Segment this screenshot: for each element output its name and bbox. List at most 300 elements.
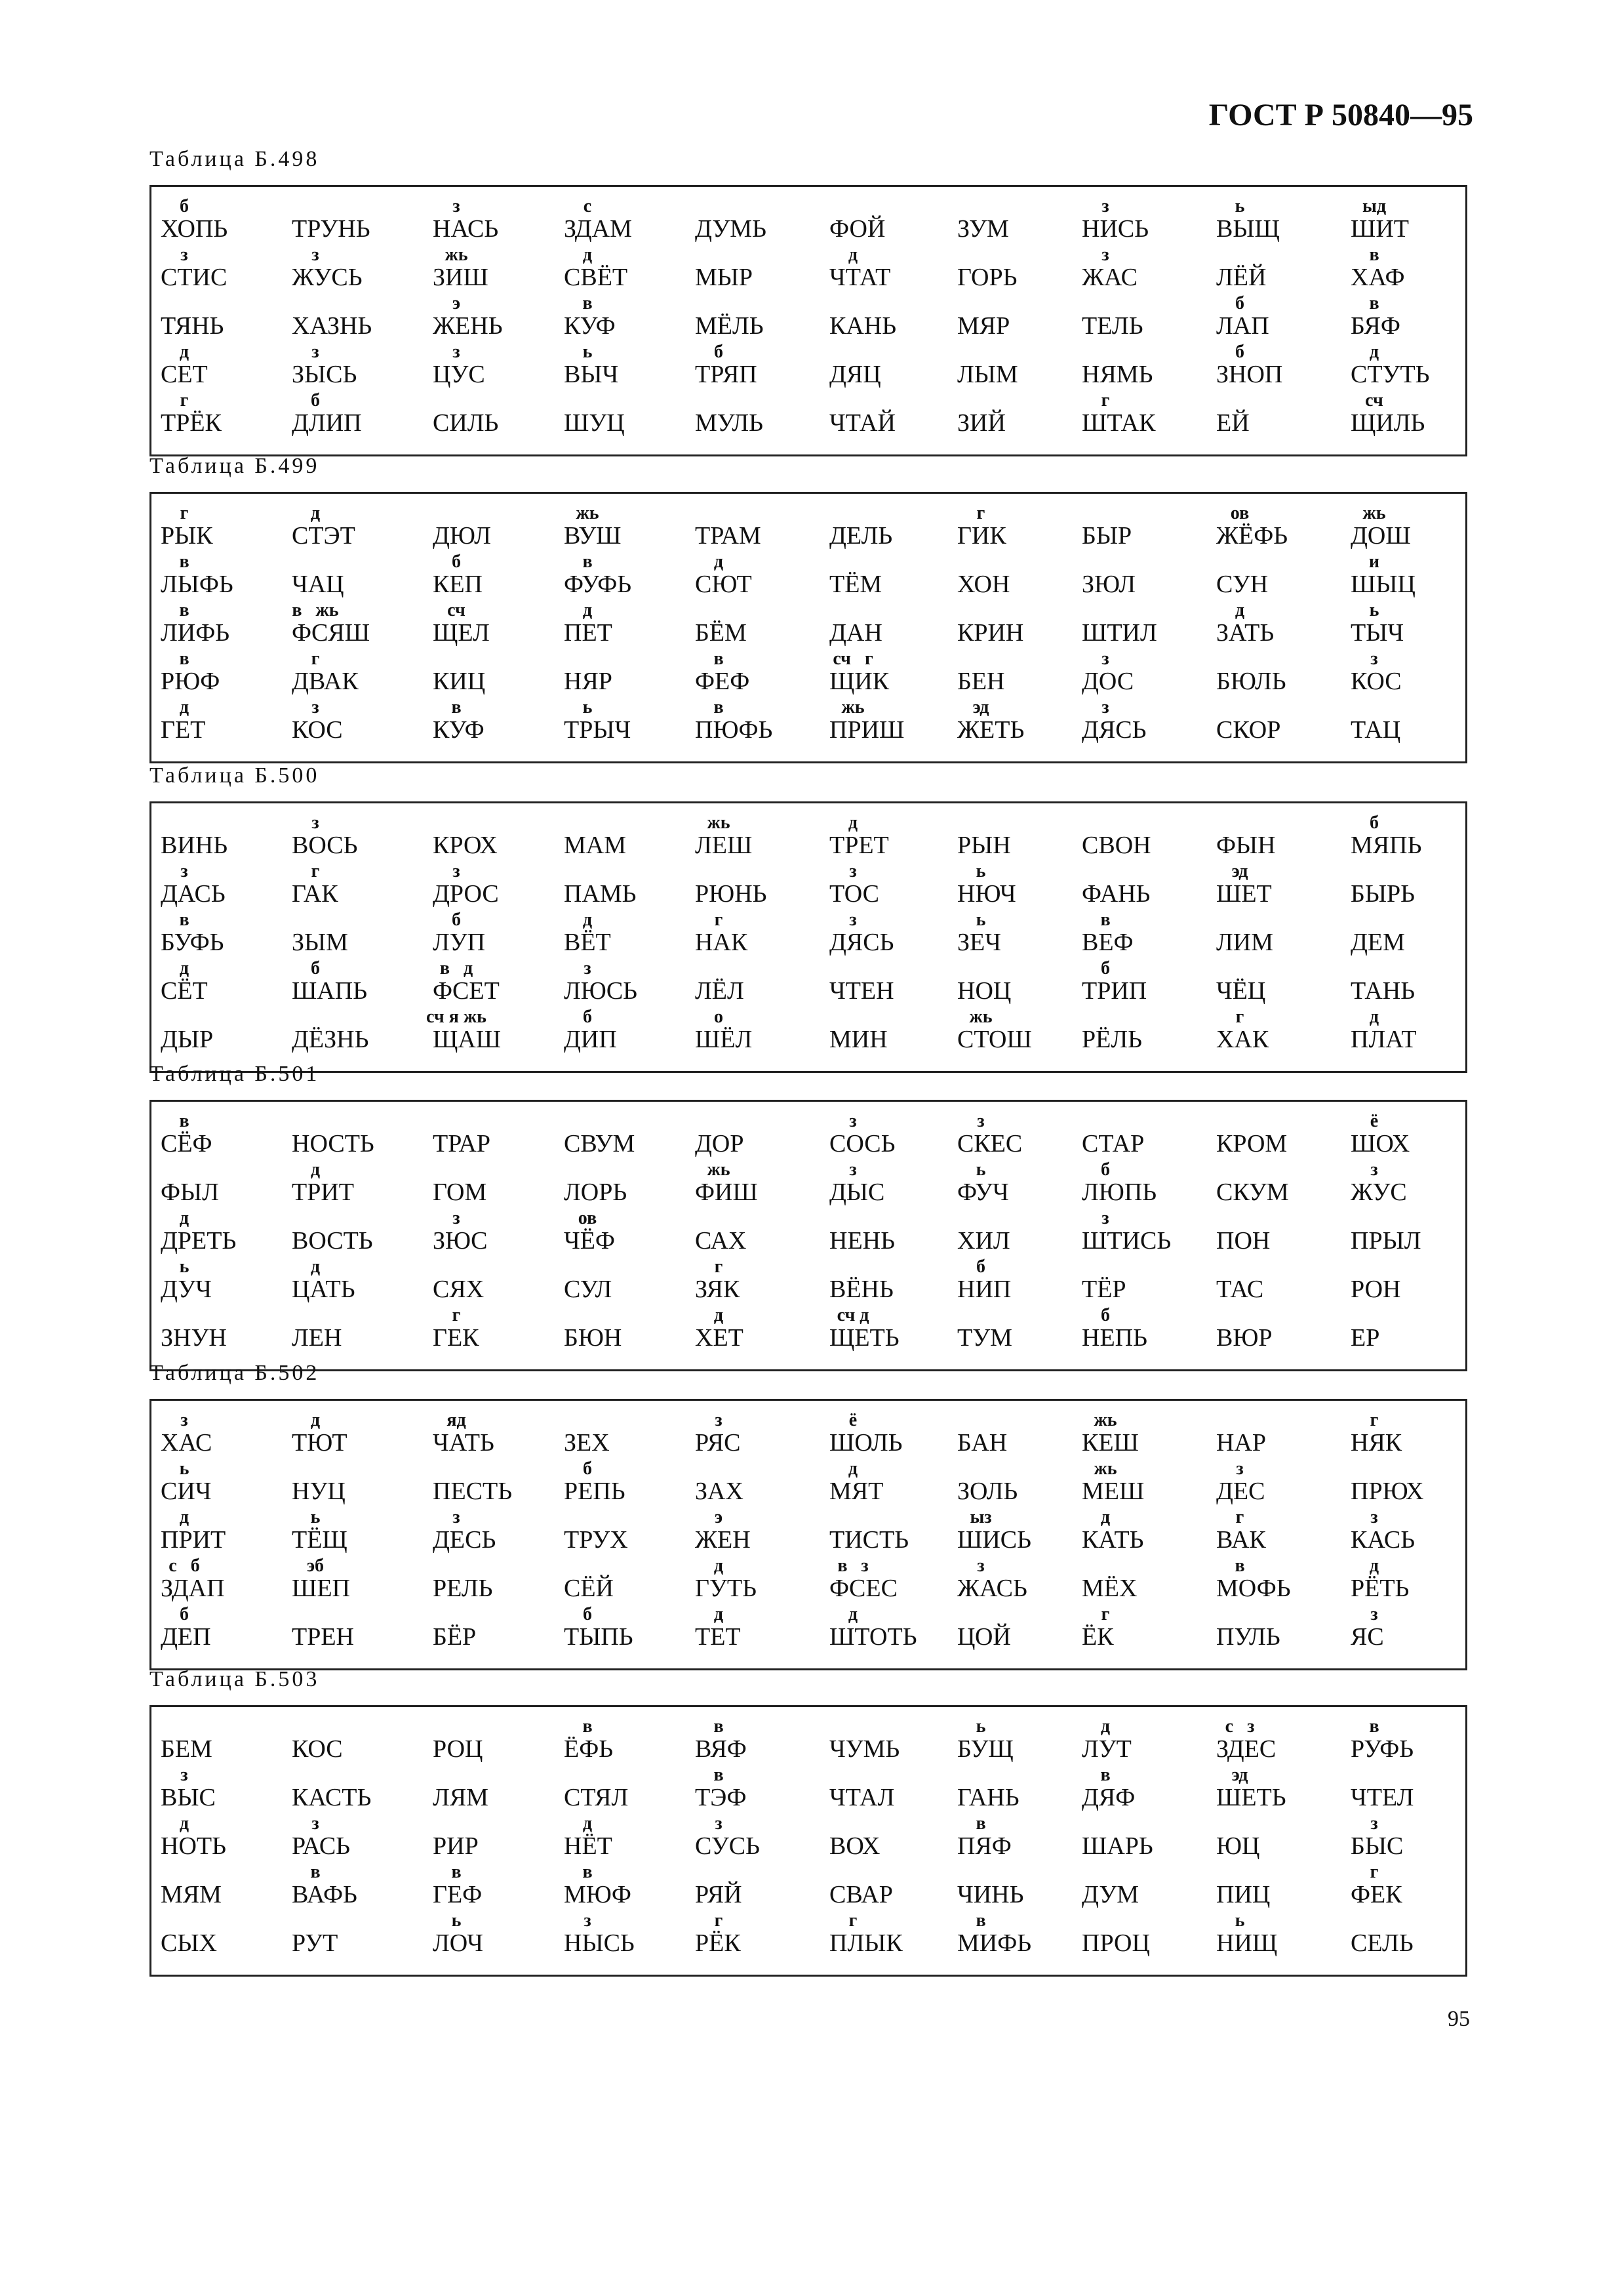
document-header: ГОСТ Р 50840—95	[1208, 98, 1473, 132]
syllable-word: ТЫЧ	[1351, 619, 1404, 647]
table-cell	[686, 1304, 810, 1352]
table-cell	[686, 195, 810, 243]
superscript-mark: з	[180, 861, 188, 881]
table-cell	[1341, 550, 1466, 599]
table-cell	[283, 860, 407, 908]
table-cell	[424, 647, 548, 696]
table-cell	[283, 243, 407, 292]
table-cell	[1073, 1554, 1197, 1603]
syllable-word: БУЩ	[957, 1735, 1014, 1763]
syllable-word: СТУТЬ	[1351, 361, 1430, 388]
table-cell	[555, 340, 679, 389]
superscript-mark: г	[311, 861, 320, 881]
table-cell	[151, 502, 276, 550]
superscript-mark: б	[311, 958, 320, 978]
syllable-word: НУЦ	[292, 1478, 346, 1505]
syllable-word: БЁМ	[695, 619, 747, 647]
table-row	[151, 1715, 1465, 1763]
table-cell	[1207, 1207, 1332, 1255]
table-cell	[283, 908, 407, 957]
table-cell	[686, 1409, 810, 1457]
syllable-word: ХАЗНЬ	[292, 312, 372, 340]
table-cell	[820, 1005, 945, 1054]
table-cell	[948, 1715, 1073, 1763]
syllable-word: РЯЙ	[695, 1881, 742, 1908]
superscript-mark: г	[180, 503, 189, 523]
superscript-mark: б	[714, 342, 723, 362]
table-cell	[283, 1909, 407, 1958]
table-row	[151, 502, 1465, 550]
syllable-word: КОС	[292, 1735, 343, 1763]
syllable-word: ШИСЬ	[957, 1526, 1031, 1554]
syllable-word: ГЕФ	[433, 1881, 483, 1908]
table-cell	[151, 1207, 276, 1255]
table-cell	[151, 1812, 276, 1861]
syllable-word: ЛЮСЬ	[564, 977, 637, 1005]
table-cell	[1207, 647, 1332, 696]
table-cell	[1207, 860, 1332, 908]
superscript-mark: б	[311, 390, 320, 411]
superscript-mark: д	[582, 600, 593, 620]
syllable-word: ВЁТ	[564, 929, 611, 956]
table-cell	[1073, 1110, 1197, 1158]
table-cell	[820, 1255, 945, 1304]
table-cell	[424, 195, 548, 243]
syllable-word: ВОСЬ	[292, 832, 358, 859]
table-cell	[1207, 550, 1332, 599]
table-cell	[1207, 1554, 1332, 1603]
superscript-mark: з	[1101, 245, 1109, 265]
syllable-word: НЕПЬ	[1082, 1324, 1147, 1352]
table-cell	[1073, 243, 1197, 292]
table-cell	[151, 860, 276, 908]
syllable-word: ЗЮЛ	[1082, 571, 1136, 598]
superscript-mark: в	[1369, 1716, 1379, 1737]
syllable-word: ВЮР	[1216, 1324, 1273, 1352]
superscript-mark: г	[1370, 1410, 1379, 1430]
syllable-word: СВЁТ	[564, 264, 628, 291]
syllable-word: КРИН	[957, 619, 1024, 647]
table-cell	[948, 957, 1073, 1005]
syllable-word: ХОН	[957, 571, 1010, 598]
superscript-mark: г	[714, 910, 723, 930]
table-cell	[1207, 811, 1332, 860]
table-caption: Таблица Б.499	[149, 454, 320, 478]
syllable-word: ЗАТЬ	[1216, 619, 1275, 647]
table-cell	[1207, 502, 1332, 550]
syllable-word: ВУШ	[564, 522, 622, 550]
superscript-mark: г	[1101, 1604, 1110, 1624]
table-row	[151, 1158, 1465, 1207]
syllable-word: КЕШ	[1082, 1429, 1139, 1457]
superscript-mark: д	[179, 1208, 189, 1228]
table-row	[151, 1409, 1465, 1457]
superscript-mark: з	[311, 697, 319, 717]
table-cell	[820, 292, 945, 340]
table-cell	[820, 647, 945, 696]
table-cell	[424, 502, 548, 550]
syllable-word: ДУЧ	[161, 1276, 212, 1303]
syllable-word: ДЛИП	[292, 409, 362, 437]
table-row	[151, 1255, 1465, 1304]
table-cell	[555, 1603, 679, 1651]
syllable-word: ШТИЛ	[1082, 619, 1157, 647]
syllable-word: ДАН	[829, 619, 882, 647]
table-cell	[151, 1506, 276, 1554]
syllable-word: ДУМ	[1082, 1881, 1139, 1908]
superscript-mark: д	[848, 245, 858, 265]
syllable-word: НИСЬ	[1082, 215, 1149, 243]
table-row	[151, 1812, 1465, 1861]
syllable-word: ЦАТЬ	[292, 1276, 355, 1303]
syllable-word: ШАРЬ	[1082, 1832, 1153, 1860]
table-cell	[686, 1715, 810, 1763]
syllable-word: МЫР	[695, 264, 753, 291]
table-cell	[424, 1457, 548, 1506]
superscript-mark: в	[976, 1813, 986, 1834]
table-cell	[948, 1603, 1073, 1651]
table-cell	[151, 1715, 276, 1763]
superscript-mark: б	[180, 1604, 189, 1624]
table-cell	[151, 1005, 276, 1054]
superscript-mark: ь	[976, 1159, 986, 1180]
table-cell	[1073, 389, 1197, 437]
table-cell	[686, 502, 810, 550]
table-cell	[1073, 957, 1197, 1005]
superscript-mark: в	[179, 649, 189, 669]
syllable-word: СЕЛЬ	[1351, 1929, 1414, 1957]
superscript-mark: ь	[179, 1459, 189, 1479]
syllable-word: ЗИШ	[433, 264, 488, 291]
table-cell	[1341, 860, 1466, 908]
syllable-word: ГУТЬ	[695, 1575, 757, 1602]
syllable-word: ДРОС	[433, 880, 499, 908]
table-cell	[424, 292, 548, 340]
table-cell	[820, 1409, 945, 1457]
table-cell	[686, 647, 810, 696]
table-cell	[151, 957, 276, 1005]
syllable-word: СВУМ	[564, 1130, 635, 1158]
table-row	[151, 1506, 1465, 1554]
syllable-word: МЁЛЬ	[695, 312, 764, 340]
syllable-word: РЫН	[957, 832, 1011, 859]
page-number: 95	[1448, 2007, 1470, 2031]
syllable-word: ВЯФ	[695, 1735, 747, 1763]
table-cell	[686, 1457, 810, 1506]
syllable-word: ПРЮХ	[1351, 1478, 1424, 1505]
syllable-word: ЁФЬ	[564, 1735, 614, 1763]
superscript-mark: з	[977, 1111, 985, 1131]
syllable-word: СУН	[1216, 571, 1269, 598]
syllable-word: ВАФЬ	[292, 1881, 357, 1908]
syllable-word: РАСЬ	[292, 1832, 350, 1860]
syllable-word: СВОН	[1082, 832, 1151, 859]
table-cell	[555, 957, 679, 1005]
table-cell	[1073, 1304, 1197, 1352]
table-cell	[686, 1763, 810, 1812]
table-cell	[1073, 1255, 1197, 1304]
syllable-word: ЩАШ	[433, 1026, 502, 1053]
table-cell	[686, 1207, 810, 1255]
table-cell	[555, 1554, 679, 1603]
table-cell	[283, 1763, 407, 1812]
syllable-word: СКЕС	[957, 1130, 1023, 1158]
superscript-mark: жь	[1362, 503, 1386, 523]
table-cell	[948, 647, 1073, 696]
superscript-mark: з	[1370, 1159, 1378, 1180]
superscript-mark: б	[1101, 1305, 1110, 1325]
superscript-mark: з	[452, 342, 460, 362]
superscript-mark: з	[1101, 196, 1109, 216]
table-cell	[820, 340, 945, 389]
table-cell	[151, 195, 276, 243]
table-row	[151, 550, 1465, 599]
syllable-word: ЖАС	[1082, 264, 1138, 291]
syllable-word: ГАК	[292, 880, 338, 908]
superscript-mark: з	[1370, 649, 1378, 669]
table-cell	[424, 1005, 548, 1054]
syllable-word: ДЮЛ	[433, 522, 491, 550]
syllable-word: ГЕК	[433, 1324, 479, 1352]
superscript-mark: б	[1101, 958, 1110, 978]
syllable-word: КРОМ	[1216, 1130, 1288, 1158]
syllable-word: РУТ	[292, 1929, 338, 1957]
syllable-word: ЕЙ	[1216, 409, 1250, 437]
syllable-word: ЖЕТЬ	[957, 716, 1025, 744]
table-row	[151, 647, 1465, 696]
superscript-mark: сч г	[833, 649, 873, 669]
syllable-word: ЛУП	[433, 929, 486, 956]
syllable-word: ПЮФЬ	[695, 716, 773, 744]
syllable-word: КОС	[1351, 668, 1402, 695]
table-cell	[424, 1715, 548, 1763]
table-cell	[820, 1715, 945, 1763]
table-cell	[1341, 1005, 1466, 1054]
table-cell	[948, 811, 1073, 860]
table-cell	[555, 243, 679, 292]
syllable-word: ЧТАТ	[829, 264, 891, 291]
syllable-word: ЖЕНЬ	[433, 312, 503, 340]
superscript-mark: жь	[1094, 1410, 1117, 1430]
superscript-mark: в	[179, 600, 189, 620]
superscript-mark: эб	[306, 1556, 325, 1576]
syllable-word: КУФ	[564, 312, 616, 340]
syllable-word: ШЕТЬ	[1216, 1784, 1286, 1811]
table-cell	[686, 1812, 810, 1861]
syllable-word: НАР	[1216, 1429, 1267, 1457]
syllable-word: ЗДАП	[161, 1575, 225, 1602]
superscript-mark: эд	[1231, 861, 1248, 881]
syllable-word: ДИП	[564, 1026, 617, 1053]
superscript-mark: ь	[310, 1507, 321, 1527]
syllable-word: ТРИП	[1082, 977, 1147, 1005]
table-cell	[555, 1005, 679, 1054]
table-cell	[151, 1304, 276, 1352]
syllable-word: ЛЕН	[292, 1324, 342, 1352]
table-cell	[1207, 1457, 1332, 1506]
syllable-word: ЛЁЛ	[695, 977, 744, 1005]
table-cell	[686, 1861, 810, 1909]
syllable-word: ФСЕС	[829, 1575, 898, 1602]
table-cell	[1207, 1255, 1332, 1304]
syllable-word: ЩЕЛ	[433, 619, 490, 647]
table-cell	[1207, 1861, 1332, 1909]
table-cell	[1073, 908, 1197, 957]
table-cell	[686, 1005, 810, 1054]
table-cell	[424, 696, 548, 744]
table-cell	[1073, 1861, 1197, 1909]
table-cell	[686, 292, 810, 340]
table-cell	[948, 1304, 1073, 1352]
syllable-word: МЯТ	[829, 1478, 884, 1505]
syllable-word: ЦОЙ	[957, 1623, 1011, 1651]
syllable-word: ДЕСЬ	[433, 1526, 496, 1554]
table-cell	[283, 502, 407, 550]
superscript-mark: г	[1370, 1862, 1379, 1882]
superscript-mark: эд	[972, 697, 989, 717]
syllable-word: ХЕТ	[695, 1324, 743, 1352]
table-cell	[820, 195, 945, 243]
syllable-word: ДУМЬ	[695, 215, 766, 243]
syllable-word: НИЩ	[1216, 1929, 1278, 1957]
table-cell	[1207, 1506, 1332, 1554]
superscript-mark: д	[179, 342, 189, 362]
table-cell	[820, 1506, 945, 1554]
syllable-word: КАНЬ	[829, 312, 897, 340]
syllable-word: ГИК	[957, 522, 1006, 550]
syllable-word: ХАФ	[1351, 264, 1405, 291]
syllable-word: РЕЛЬ	[433, 1575, 493, 1602]
superscript-mark: в	[1100, 910, 1111, 930]
syllable-word: ТРУХ	[564, 1526, 628, 1554]
superscript-mark: жь	[969, 1007, 993, 1027]
table-cell	[1073, 1158, 1197, 1207]
table-cell	[283, 1158, 407, 1207]
table-cell	[555, 1255, 679, 1304]
table-cell	[151, 599, 276, 647]
syllable-word: ЗЕХ	[564, 1429, 610, 1457]
table-cell	[820, 1207, 945, 1255]
table-row	[151, 908, 1465, 957]
syllable-word: ТЫПЬ	[564, 1623, 633, 1651]
table-cell	[151, 389, 276, 437]
syllable-word: ТЁМ	[829, 571, 882, 598]
table-cell	[424, 1909, 548, 1958]
superscript-mark: в	[179, 910, 189, 930]
table-cell	[151, 292, 276, 340]
syllable-word: МИН	[829, 1026, 888, 1053]
superscript-mark: з	[584, 958, 591, 978]
table-row	[151, 1304, 1465, 1352]
syllable-word: ЛЕШ	[695, 832, 753, 859]
syllable-word: ЧТЕЛ	[1351, 1784, 1414, 1811]
syllable-word: ЯС	[1351, 1623, 1384, 1651]
superscript-mark: з	[311, 813, 319, 833]
syllable-word: НОСТЬ	[292, 1130, 374, 1158]
superscript-mark: з	[849, 1159, 857, 1180]
syllable-word: ПРИТ	[161, 1526, 226, 1554]
table-cell	[1341, 1603, 1466, 1651]
superscript-mark: в	[1369, 245, 1379, 265]
table-cell	[1073, 1457, 1197, 1506]
syllable-word: ВАК	[1216, 1526, 1266, 1554]
table-cell	[283, 1110, 407, 1158]
table-cell	[1073, 292, 1197, 340]
table-row	[151, 599, 1465, 647]
superscript-mark: г	[1101, 390, 1110, 411]
superscript-mark: д	[848, 1604, 858, 1624]
table-cell	[283, 599, 407, 647]
superscript-mark: д	[310, 1159, 321, 1180]
syllable-word: СТОШ	[957, 1026, 1032, 1053]
syllable-word: ЗУМ	[957, 215, 1009, 243]
table-cell	[1341, 340, 1466, 389]
superscript-mark: г	[180, 390, 189, 411]
syllable-word: СКУМ	[1216, 1178, 1289, 1206]
table-cell	[1207, 1005, 1332, 1054]
superscript-mark: б	[583, 1604, 592, 1624]
table-cell	[1341, 1861, 1466, 1909]
table-cell	[283, 696, 407, 744]
syllable-word: СЮТ	[695, 571, 752, 598]
table-row	[151, 1110, 1465, 1158]
superscript-mark: и	[1368, 552, 1380, 572]
table-cell	[686, 860, 810, 908]
syllable-word: БЫР	[1082, 522, 1132, 550]
syllable-word: ШЁЛ	[695, 1026, 753, 1053]
table-cell	[151, 696, 276, 744]
syllable-word: ТЁР	[1082, 1276, 1126, 1303]
table-row	[151, 1207, 1465, 1255]
table-cell	[820, 1554, 945, 1603]
table-cell	[948, 340, 1073, 389]
syllable-word: ЩИК	[829, 668, 890, 695]
table-cell	[555, 1457, 679, 1506]
table-cell	[820, 957, 945, 1005]
syllable-word: БУФЬ	[161, 929, 224, 956]
syllable-word: СТАР	[1082, 1130, 1145, 1158]
syllable-word: ВОХ	[829, 1832, 881, 1860]
syllable-word: РЁК	[695, 1929, 741, 1957]
table-cell	[1341, 1255, 1466, 1304]
syllable-word: ГЕТ	[161, 716, 206, 744]
table-cell	[1341, 1409, 1466, 1457]
table-cell	[555, 502, 679, 550]
table-cell	[948, 599, 1073, 647]
syllable-word: ЗОЛЬ	[957, 1478, 1018, 1505]
table-cell	[948, 1158, 1073, 1207]
syllable-word: БЕМ	[161, 1735, 212, 1763]
syllable-word: ТАС	[1216, 1276, 1264, 1303]
syllable-word: БЮН	[564, 1324, 622, 1352]
table-cell	[1073, 1763, 1197, 1812]
table-cell	[424, 1861, 548, 1909]
superscript-mark: в	[1235, 1556, 1245, 1576]
table-cell	[948, 502, 1073, 550]
superscript-mark: з	[1101, 697, 1109, 717]
superscript-mark: д	[310, 1410, 321, 1430]
superscript-mark: д	[713, 552, 724, 572]
syllable-word: ХОПЬ	[161, 215, 228, 243]
syllable-word: СЁФ	[161, 1130, 212, 1158]
table-cell	[820, 1861, 945, 1909]
syllable-word: СЯХ	[433, 1276, 485, 1303]
syllable-word: ДОР	[695, 1130, 744, 1158]
table-cell	[1207, 1763, 1332, 1812]
superscript-mark: д	[1100, 1716, 1111, 1737]
table-cell	[1341, 1304, 1466, 1352]
syllable-word: ЛЮПЬ	[1082, 1178, 1157, 1206]
